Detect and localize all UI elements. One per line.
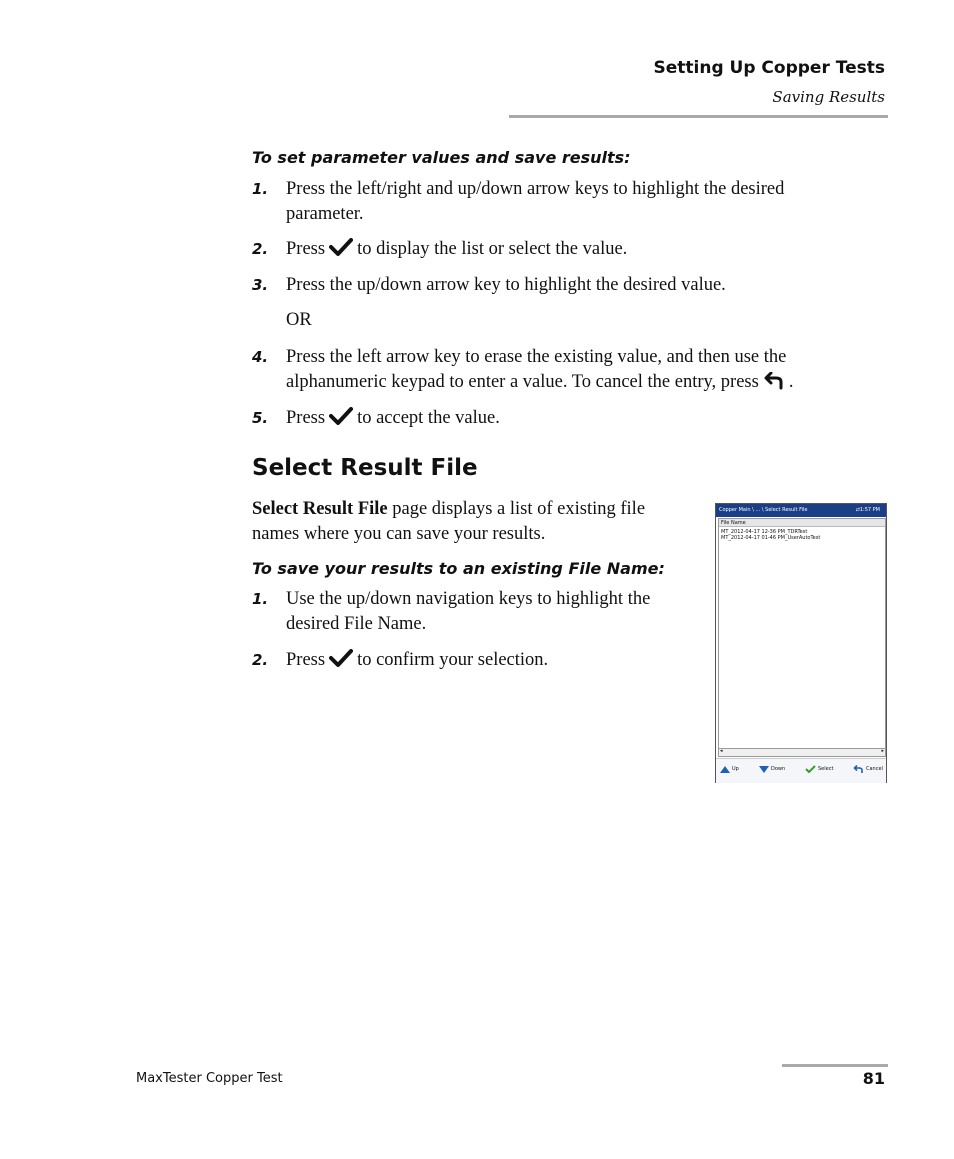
procedure-step [252,177,892,227]
checkmark-icon [329,406,353,426]
procedure-step [252,406,892,431]
procedure-step [252,587,702,637]
procedure-title: To set parameter values and save results: [252,148,631,167]
column-header-file-name[interactable]: File Name [719,519,885,527]
scroll-left-icon[interactable]: ◂ [720,748,723,754]
screen-button-bar [716,758,886,783]
screen-time: 1:57 PM [859,507,880,513]
step-text: Press to accept the value. [286,408,500,428]
or-text: OR [286,310,312,330]
checkmark-icon [329,648,353,668]
step-number: 1. [252,590,269,608]
step-text: Press the up/down arrow key to highlight the desired value. [286,275,726,295]
scroll-right-icon[interactable]: ▸ [881,748,884,754]
down-arrow-icon [759,766,769,773]
up-button[interactable]: Up [720,765,739,773]
step-text: Use the up/down navigation keys to highlight the desired File Name. [286,589,651,634]
step-number: 2. [252,651,269,669]
step-number: 3. [252,276,269,294]
up-arrow-icon [720,766,730,773]
device-screenshot [715,503,887,783]
procedure-step [252,273,892,298]
step-text: Press to display the list or select the value. [286,239,628,259]
running-header-subtitle: Saving Results [772,88,885,106]
step-number: 4. [252,348,269,366]
down-button[interactable]: Down [759,765,785,773]
footer-divider [782,1064,888,1067]
step-number: 5. [252,409,269,427]
list-item[interactable]: MT_2012-04-17 12-36 PM_TDRTest [721,529,808,535]
procedure-step [252,237,892,262]
step-number: 1. [252,180,269,198]
procedure-title: To save your results to an existing File Name: [252,559,665,578]
section-heading: Select Result File [252,455,478,481]
list-item[interactable]: MT_2012-04-17 01-46 PM_UserAutoTest [721,535,821,541]
running-header-title: Setting Up Copper Tests [653,58,885,78]
header-divider [509,115,888,118]
select-button[interactable]: Select [805,765,833,773]
horizontal-scrollbar[interactable] [718,748,886,757]
screen-titlebar [716,504,886,517]
cancel-button[interactable]: Cancel [853,765,883,773]
checkmark-icon [805,765,816,773]
section-paragraph: Select Result File page displays a list of existing file names where you can save your results. [252,499,646,544]
file-list[interactable] [718,518,886,756]
back-arrow-icon [853,765,864,773]
footer-document-title: MaxTester Copper Test [136,1071,283,1086]
page-number: 81 [862,1069,885,1088]
step-number: 2. [252,240,269,258]
step-text: Press the left/right and up/down arrow keys to highlight the desired parameter. [286,179,785,224]
procedure-step [252,648,702,673]
screen-title: Copper Main \ ... \ Select Result File [719,507,808,513]
step-text: Press the left arrow key to erase the existing value, and then use the alphanumeric keypad to enter a value. To cancel the entry, press . [286,347,794,392]
sync-icon: ⇄ [855,507,860,513]
back-arrow-icon [763,372,785,390]
procedure-step [252,345,892,395]
checkmark-icon [329,237,353,257]
step-text: Press to confirm your selection. [286,650,549,670]
